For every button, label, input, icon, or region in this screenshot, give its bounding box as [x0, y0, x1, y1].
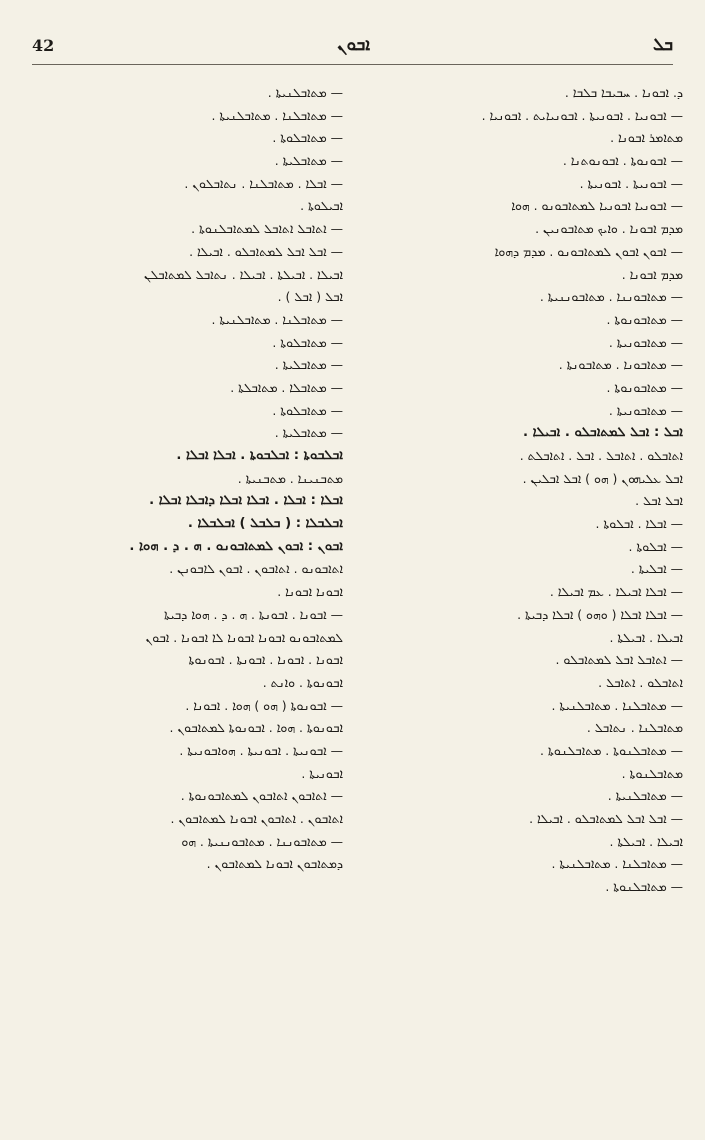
entry-line: ܐܒܝܠܐ . ܐܒܝܠܬܐ .	[609, 629, 683, 645]
entry-line: — ܡܬܐܒܘܢܢܐ . ܡܬܐܒܘܢܢܝܬܐ . ܗܘ	[181, 833, 343, 849]
entry-line: — ܐܒܘܢܝܬܐ . ܐܒܘܢܝܬܐ .	[579, 175, 683, 191]
entry-line: ܡܬܒܢܝܢܐ . ܡܬܒܢܝܬܐ .	[237, 470, 343, 486]
entry-line: ܐܒܝܠܐ . ܐܒܝܠܬܐ . ܐܒܝܠܐ . ܢܬܐܒܠ ܠܡܬܐܒܠܢ	[144, 266, 343, 282]
headword-line: ܐܒܠܐ : ܐܒܠܐ . ܐܒܠܐ ܐܒܠܐ ܕܐܒܠܐ ܐܒܠܐ .	[149, 493, 343, 509]
entry-line: ܡܬܐܡܪ ܐܒܘܢܐ .	[610, 130, 683, 146]
entry-line: — ܐܬܐܒܠ ܐܒܠ ܠܡܬܐܒܠܘ .	[555, 652, 683, 668]
entry-line: ܐܒܝܠܐ . ܐܒܝܠܬܐ .	[609, 833, 683, 849]
entry-line: — ܡܬܐܒܠܢܐ . ܡܬܐܒܠܢܝܬܐ .	[551, 856, 683, 872]
entry-line: — ܐܒܠܝܬܐ .	[630, 561, 683, 577]
running-head: ܐܒܘܢ	[337, 35, 370, 55]
headword-line: ܐܒܘܢ : ܐܒܘܢ ܠܡܬܐܒܘܢܘ . ܗ . ܕ . ܗܘܐ .	[129, 538, 343, 554]
headword-line: ܐܒܠ : ܐܒܠ ܠܡܬܐܒܠܘ . ܐܒܝܠܐ .	[523, 425, 683, 441]
headword-line: ܐܒܠܒܠܐ : ( ܒܠܒܠ ) ܐܒܠܒܠܐ .	[187, 516, 343, 532]
entry-line: — ܡܬܐܒܠܘܬܐ .	[272, 402, 343, 418]
entry-line: ܡܕܡ ܐܒܘܢܐ . ܘܐܝܟ ܡܬܐܒܘܢܝܢ .	[535, 221, 683, 237]
header-rule	[32, 64, 673, 65]
entry-line: — ܐܒܘܢܘܬܐ ( ܗܘ ) ܗܘܐ . ܐܒܘܢܐ .	[185, 697, 343, 713]
entry-line: ܐܬܐܒܘܢܘ . ܐܬܐܒܘܢ . ܐܒܘܢ ܠܐܒܘܢܢ .	[169, 561, 343, 577]
entry-line: ܐܒܘܢܐ . ܐܒܘܢܐ . ܐܒܘܢܬܐ . ܐܒܘܢܘܬܐ	[188, 652, 343, 668]
left-column	[38, 82, 343, 876]
headword-line: ܐܒܠܒܘܬܐ : ܐܒܠܒܘܬܐ . ܐܒܠܐ ܐܒܠܐ .	[176, 448, 343, 463]
entry-line: — ܡܬܐܒܘܢܘܬܐ .	[606, 379, 683, 395]
entry-line: ܐܬܐܒܘܢ . ܐܬܐܒܘܢ ܐܒܘܢܐ ܠܡܬܐܒܘܢ .	[170, 811, 343, 826]
entry-line: ܡܬܐܒܠܢܘܬܐ .	[621, 765, 683, 781]
page-header	[32, 30, 673, 60]
entry-line: — ܐܒܘܢܝܐ . ܐܒܘܢܝܬܐ . ܐܒܘܢܝܐܝܬ . ܐܒܘܢܝܐ .	[481, 107, 683, 123]
entry-line: ܐܒܘܢܝܬܐ .	[301, 765, 343, 781]
entry-line: — ܡܬܐܒܠܢܝܬܐ .	[607, 788, 683, 804]
entry-line: — ܐܒܠܐ . ܡܬܐܒܠܢܐ . ܢܬܐܒܠܘܢ .	[184, 175, 343, 191]
entry-line: ܐܒܝܠܘܬܐ .	[300, 198, 343, 214]
entry-line: ܠܡܬܐܒܘܢܘ ܐܒܘܢܐ ܐܒܘܢܐ ܠܐ ܐܒܘܢܐ . ܐܒܘܢ	[145, 629, 343, 645]
entry-line: — ܐܬܐܒܘܢ ܐܬܐܒܘܢ ܠܡܬܐܒܘܢܘܬܐ .	[180, 788, 343, 804]
entry-line: — ܡܬܐܒܠܐ . ܡܬܐܒܠܬܐ .	[230, 379, 343, 395]
entry-line: — ܡܬܐܒܠܢܐ . ܡܬܐܒܠܢܝܬܐ .	[551, 697, 683, 713]
entry-line: — ܐܒܘܢܝܬܐ . ܐܒܘܢܝܬܐ . ܗܘܐܒܘܢܝܬܐ .	[179, 742, 343, 758]
entry-line: — ܡܬܐܒܘܢܘܬܐ .	[606, 311, 683, 327]
entry-line: — ܐܒܘܢܐ . ܐܒܘܢܬܐ . ܗ . ܕ . ܗܘܐ ܕܒܝܬܐ	[164, 606, 343, 622]
entry-line: — ܡܬܐܒܠܝܬܐ .	[274, 153, 343, 169]
entry-line: — ܡܬܐܒܠܢܘܬܐ . ܡܬܐܒܠܢܘܬܐ .	[540, 742, 683, 758]
entry-line: — ܐܒܠ ܐܒܠ ܠܡܬܐܒܠܘ . ܐܒܝܠܐ .	[189, 243, 343, 259]
entry-line: ܡܕܡ ܐܒܘܢܐ .	[621, 266, 683, 282]
right-column	[378, 82, 683, 899]
entry-line: — ܐܒܘܢܘܬܐ . ܐܒܘܢܘܬܢܐ .	[562, 153, 683, 169]
entry-line: ܐܒܠ ܥܠܝܗܘܢ ( ܗܘ ) ܐܒܠ ܐܒܠܝܢ .	[522, 470, 683, 486]
entry-line: ܐܒܘܢܘܬܐ . ܘܐܢܬ .	[262, 674, 343, 690]
entry-line: ܡܬܐܒܠܢܐ . ܢܬܐܒܠ .	[586, 720, 683, 736]
corner-key-letters: ܒܠ	[653, 35, 673, 55]
entry-line: — ܡܬܐܒܠܝܬܐ .	[274, 357, 343, 373]
entry-line: — ܡܬܐܒܘܢܢܐ . ܡܬܐܒܘܢܢܝܬܐ .	[539, 289, 683, 305]
entry-line: ܐܒܘܢܘܬܐ . ܗܘܐ . ܐܒܘܢܘܬܐ ܠܡܬܐܒܘܢ .	[169, 720, 343, 736]
entry-line: ܐܬܐܒܠܘ . ܐܬܐܒܠ .	[598, 674, 683, 690]
entry-line: — ܡܬܐܒܠܢܘܬܐ .	[605, 879, 683, 895]
entry-line: ܐܒܠ ( ܐܒܠ ) .	[277, 289, 343, 305]
entry-line: ܐܒܠ ܐܒܠ .	[635, 493, 683, 509]
entry-line: — ܡܬܐܒܠܢܐ . ܡܬܐܒܠܢܝܬܐ .	[211, 107, 343, 123]
entry-line: — ܐܒܠ ܐܒܠ ܠܡܬܐܒܠܘ . ܐܒܝܠܐ .	[529, 811, 683, 826]
entry-line: — ܐܒܠܘܬܐ .	[628, 538, 683, 554]
entry-line: ܐܒܘܢܐ ܐܒܘܢܐ .	[277, 584, 343, 600]
entry-line: — ܡܬܐܒܠܘܬܐ .	[272, 334, 343, 350]
entry-line: — ܐܒܠܐ ܐܒܠܐ ( ܘܗܘ ) ܐܒܠܐ ܕܒܝܬܐ .	[517, 606, 683, 622]
entry-line: — ܡܬܐܒܠܢܐ . ܡܬܐܒܠܢܝܬܐ .	[211, 311, 343, 327]
entry-line: — ܡܬܐܒܠܘܬܐ .	[272, 130, 343, 146]
page-number: 42	[32, 35, 55, 55]
entry-line: — ܡܬܐܒܠܢܝܬܐ .	[267, 85, 343, 100]
entry-line: — ܐܒܘܢܝܐ ܐܒܘܢܝܐ ܠܡܬܐܒܘܢܘ . ܗܘܐ	[511, 198, 683, 214]
entry-line: ܐܬܐܒܠܘ . ܐܬܐܒܠ . ܐܒܠ . ܐܬܐܒܠܬ .	[519, 448, 683, 463]
entry-line: — ܐܒܠܐ ܐܒܝܠܐ . ܥܡ ܐܒܝܠܐ .	[549, 584, 683, 600]
entry-line: — ܡܬܐܒܘܢܝܬܐ .	[608, 334, 683, 350]
entry-line: — ܐܬܐܒܠ ܐܬܐܒܠ ܠܡܬܐܒܠܢܘܬܐ .	[191, 221, 343, 237]
entry-line: — ܡܬܐܒܠܝܬܐ .	[274, 425, 343, 441]
entry-line: — ܐܒܘܢ ܐܒܘܢ ܠܡܬܐܒܘܢܘ . ܡܕܡ ܕܗܘܐ	[494, 243, 683, 259]
entry-line: — ܡܬܐܒܘܢܐ . ܡܬܐܒܘܢܬܐ .	[558, 357, 683, 373]
entry-line: ܕ. ܐܒܘܢܐ . ܚܒܝܒܐ ܒܠܒܐ .	[564, 85, 683, 100]
entry-line: — ܐܒܠܐ . ܐܒܠܘܬܐ .	[595, 516, 683, 532]
entry-line: ܕܡܬܐܒܘܢ ܐܒܘܢܐ ܠܡܬܐܒܘܢ .	[206, 856, 343, 872]
entry-line: — ܡܬܐܒܘܢܝܬܐ .	[608, 402, 683, 418]
